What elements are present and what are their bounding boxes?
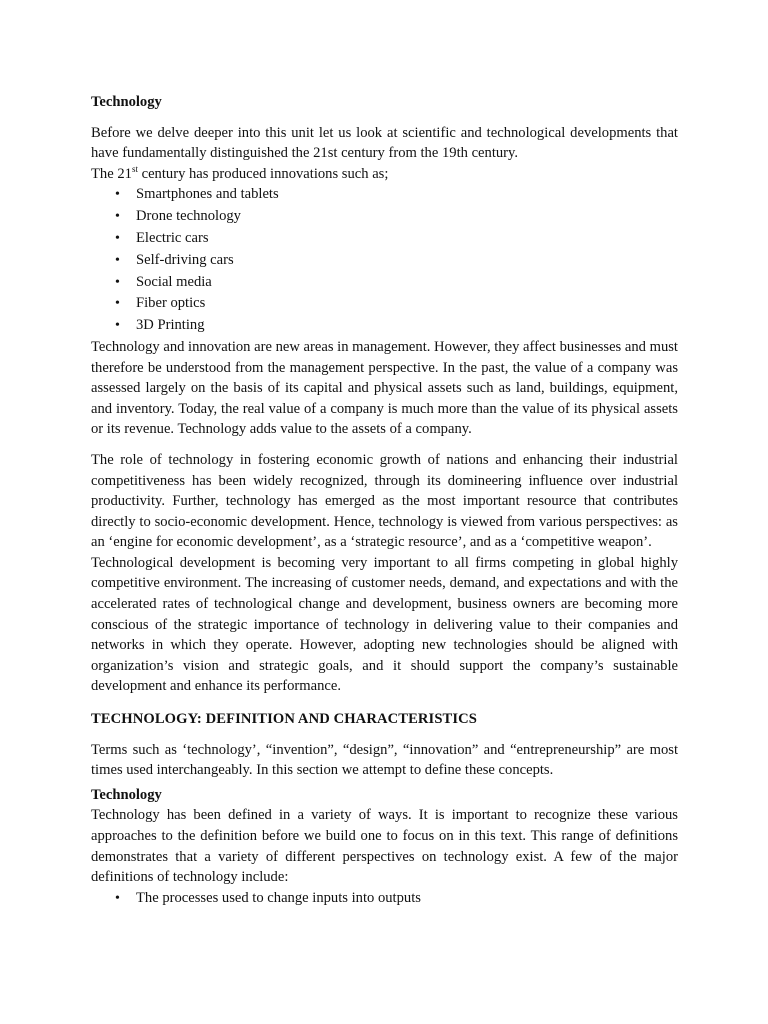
list-item xyxy=(91,250,678,272)
bullet-icon: • xyxy=(115,209,120,225)
bullet-icon: • xyxy=(115,252,120,268)
sub-heading: Technology xyxy=(91,786,162,803)
list-item-text: Smartphones and tablets xyxy=(136,186,279,203)
role-paragraph: The role of technology in fostering economic growth of nations and enhancing their industrial competitiveness has been widely recognized, through its domineering influence over industrial productivity. Further, technology has emerged as the most important resource that contributes directly to socio-economic development. Hence, technology is viewed from various perspectives: as an ‘engine for economic development’, as a ‘strategic resource’, and as a ‘competitive weapon’. xyxy=(91,451,678,551)
bullet-icon: • xyxy=(115,296,120,312)
list-item-text: Fiber optics xyxy=(136,295,206,312)
list-item xyxy=(91,228,678,250)
bullet-icon: • xyxy=(115,274,120,290)
document-page xyxy=(91,92,678,910)
list-item xyxy=(91,888,678,910)
definitions-list xyxy=(91,888,678,910)
terms-paragraph: Terms such as ‘technology’, “invention”, “design”, “innovation” and “entrepreneurship” are most times used interchangeably. In this section we attempt to define these concepts. xyxy=(91,741,678,779)
page-title: Technology xyxy=(91,94,162,110)
section-heading: TECHNOLOGY: DEFINITION AND CHARACTERISTICS xyxy=(91,711,478,728)
development-paragraph: Technological development is becoming very important to all firms competing in global highly competitive environment. The increasing of customer needs, demand, and expectations and with the accelerated rates of technological change and development, business owners are becoming more conscious of the strategic importance of technology in delivering value to their companies and networks in which they operate. However, adopting new technologies should be aligned with organization’s vision and strategic goals, and it should support the company’s sustainable development and enhance its performance. xyxy=(91,554,678,695)
list-item xyxy=(91,206,678,228)
bullet-icon: • xyxy=(115,890,120,906)
list-item xyxy=(91,293,678,315)
list-item-text: Social media xyxy=(136,273,212,290)
list-item xyxy=(91,272,678,294)
definitions-paragraph: Technology has been defined in a variety of ways. It is important to recognize these various approaches to the definition before we build one to focus on in this text. This range of definitions demonstrates that a variety of different perspectives on technology exist. A few of the major definitions of technology include: xyxy=(91,807,678,886)
bullet-icon: • xyxy=(115,230,120,246)
list-item xyxy=(91,315,678,337)
intro-line-superscript: st xyxy=(131,163,138,174)
bullet-icon: • xyxy=(115,318,120,334)
list-item xyxy=(91,184,678,206)
innovations-list xyxy=(91,184,678,337)
intro-paragraph: Before we delve deeper into this unit let us look at scientific and technological developments that have fundamentally distinguished the 21st century from the 19th century. xyxy=(91,124,678,162)
intro-line-21st-century xyxy=(91,164,678,185)
bullet-icon: • xyxy=(115,187,120,203)
intro-line-prefix: The 21 xyxy=(91,165,132,182)
list-item-text: 3D Printing xyxy=(136,317,205,334)
list-item-text: The processes used to change inputs into outputs xyxy=(136,889,421,906)
list-item-text: Electric cars xyxy=(136,229,209,246)
management-paragraph: Technology and innovation are new areas in management. However, they affect businesses and must therefore be understood from the management perspective. In the past, the value of a company was assessed largely on the basis of its capital and physical assets such as land, buildings, equipment, and inventory. Today, the real value of a company is much more than the value of its physical assets or its revenue. Technology adds value to the assets of a company. xyxy=(91,338,678,438)
list-item-text: Self-driving cars xyxy=(136,251,234,268)
list-item-text: Drone technology xyxy=(136,208,241,225)
intro-line-suffix: century has produced innovations such as; xyxy=(137,165,389,182)
